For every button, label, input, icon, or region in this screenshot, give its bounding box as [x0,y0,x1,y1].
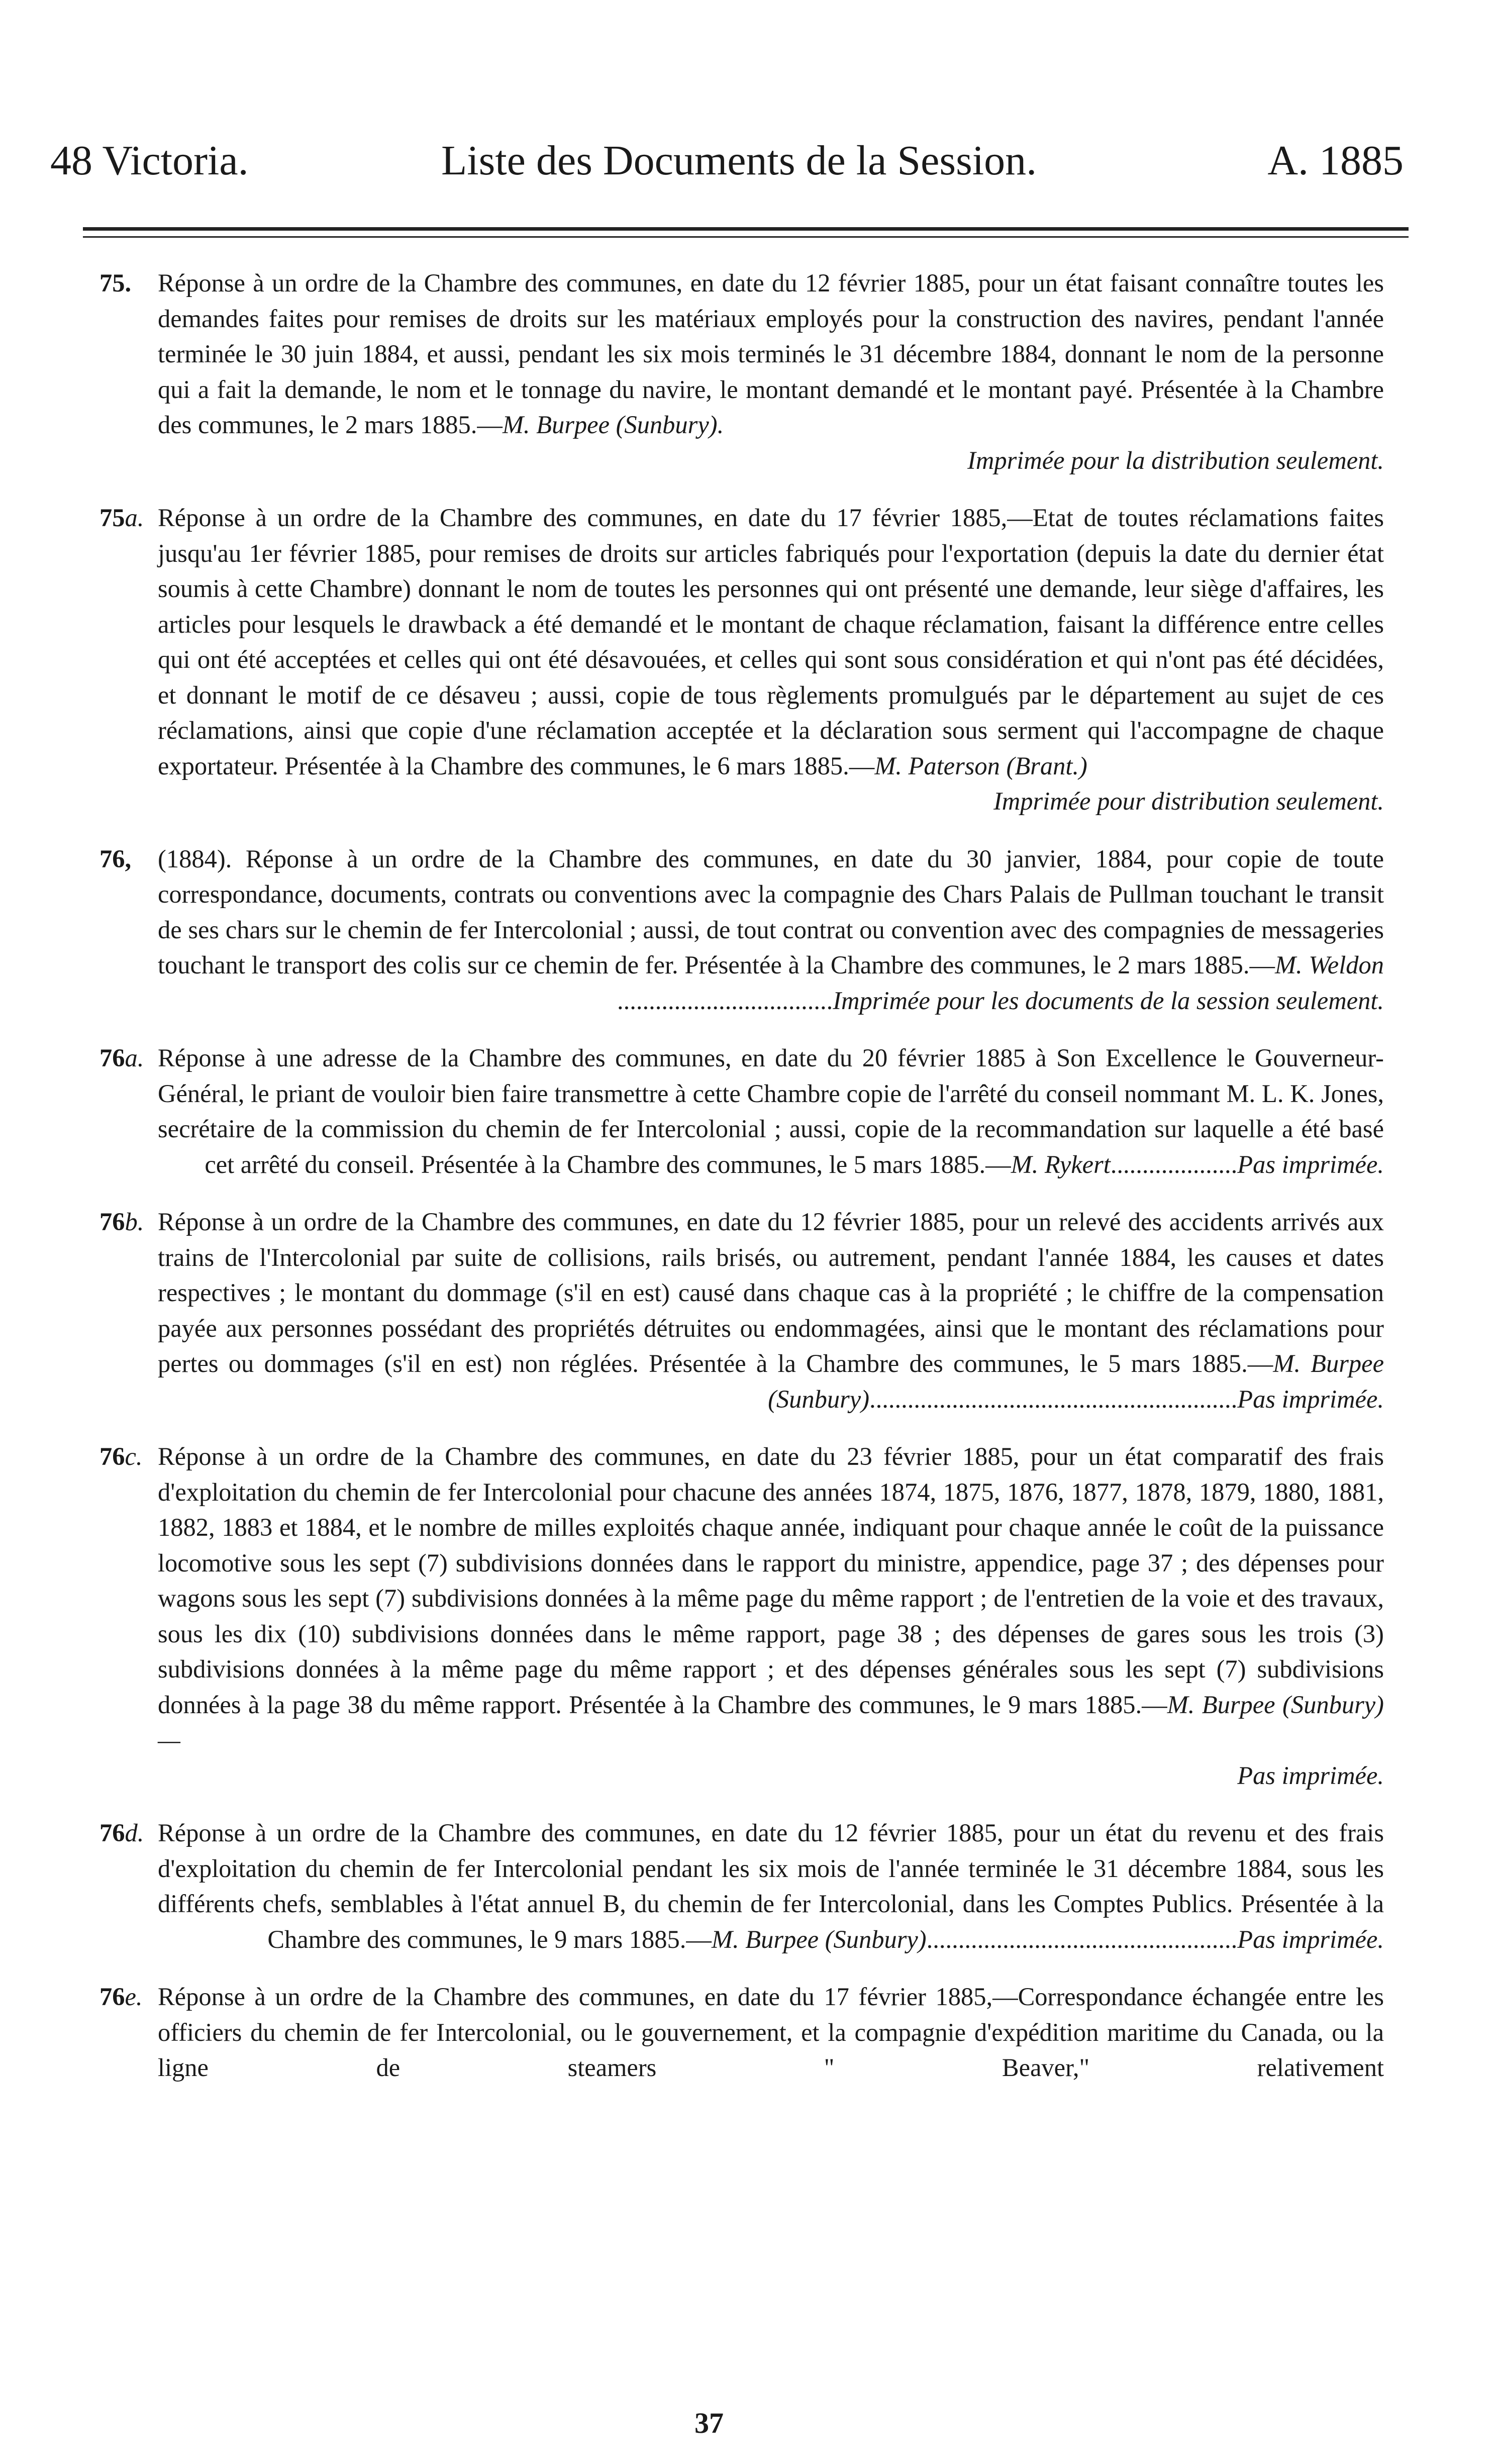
entry-text: Réponse à un ordre de la Chambre des communes, en date du 23 février 1885, pour un état comparatif des frais d'exploitation du chemin de fer Intercolonial pour chacune des années 1874, 1875, 1876, 1877, 1878, 1879, 1880, 1881, 1882, 1883 et 1884, et le nombre de milles exploités chaque année, indiquant pour chaque année le coût de la puissance locomotive sous les sept (7) subdivisions données dans le rapport du ministre, appendice, page 37 ; des dépenses pour wagons sous les sept (7) subdivisions données à la même page du même rapport ; de l'entretien de la voie et des travaux, sous les dix (10) subdivisions données dans le même rapport, page 38 ; des dépenses de gares sous les trois (3) subdivisions données à la même page du même rapport ; et des dépenses générales sous les sept (7) subdivisions données à la page 38 du même rapport. Présentée à la Chambre des communes, le 9 mars 1885.—M. Burpee (Sunbury)— [158,1442,1384,1754]
entry-number: 76c. [99,1442,143,1470]
entry-76a [99,1040,1384,1182]
document-body [99,265,1384,2108]
entry-76b [99,1204,1384,1417]
entry-text: Réponse à un ordre de la Chambre des communes, en date du 12 février 1885, pour un état faisant connaître toutes les demandes faites pour remises de droits sur les matériaux employés pour la construction des navires, pendant l'année terminée le 30 juin 1884, et aussi, pendant les six mois terminés le 31 décembre 1884, donnant le nom de la personne qui a fait la demande, le nom et le tonnage du navire, le montant demandé et le montant payé. Présentée à la Chambre des communes, le 2 mars 1885.—M. Burpee (Sunbury). [158,269,1384,439]
entry-number: 75a. [99,504,144,532]
entry-75 [99,265,1384,478]
header-volume: 48 Victoria. [50,137,249,184]
entry-text: Réponse à un ordre de la Chambre des communes, en date du 17 février 1885,—Etat de toutes réclamations faites jusqu'au 1er février 1885, pour remises de droits sur articles fabriqués pour l'exportation (depuis la date du dernier état soumis à cette Chambre) donnant le nom de toutes les personnes qui ont présenté une demande, leur siège d'affaires, les articles pour lesquels le drawback a été demandé et le montant de chaque réclamation, faisant la différence entre celles qui ont été acceptées et celles qui ont été désavouées, et celles qui sont sous considération et qui n'ont pas été décidées, et donnant le motif de ce désaveu ; aussi, copie de tous règlements promulgués par le département au sujet de ces réclamations, ainsi que copie d'une réclamation acceptée et la déclaration sous serment qui l'accompagne de chaque exportateur. Présentée à la Chambre des communes, le 6 mars 1885.—M. Paterson (Brant.) [158,504,1384,780]
header-title: Liste des Documents de la Session. [441,137,1037,184]
entry-76e [99,1979,1384,2086]
header-rule-thick [83,227,1409,231]
entry-text: (1884). Réponse à un ordre de la Chambre des communes, en date du 30 janvier, 1884, pour copie de toute correspondance, documents, contrats ou conventions avec la compagnie des Chars Palais de Pullman touchant le transit de ses chars sur le chemin de fer Intercolonial ; aussi, de tout contrat ou convention avec des compagnies de messageries touchant le transport des colis sur ce chemin de fer. Présentée à la Chambre des communes, le 2 mars 1885.—M. Weldon ..................................Imprimée pour les documents de la session seulement. [158,844,1384,1015]
entry-76d [99,1815,1384,1957]
header-rule-thin [83,236,1409,238]
entry-number: 75. [99,269,132,297]
page-number: 37 [694,2407,724,2439]
entry-number: 76e. [99,1983,143,2011]
entry-text: Réponse à un ordre de la Chambre des communes, en date du 12 février 1885, pour un état du revenu et des frais d'exploitation du chemin de fer Intercolonial pendant les six mois de l'année terminée le 31 décembre 1884, sous les différents chefs, semblables à l'état annuel B, du chemin de fer Intercolonial, dans les Comptes Publics. Présentée à la Chambre des communes, le 9 mars 1885.—M. Burpee (Sunbury).................................................Pas imprimée. [158,1819,1384,1953]
entry-text: Réponse à une adresse de la Chambre des communes, en date du 20 février 1885 à Son Excellence le Gouverneur-Général, le priant de vouloir bien faire transmettre à cette Chambre copie de l'arrêté du conseil nommant M. L. K. Jones, secrétaire de la commission du chemin de fer Intercolonial ; aussi, copie de la recommandation sur laquelle a été basé cet arrêté du conseil. Présentée à la Chambre des communes, le 5 mars 1885.—M. Rykert....................Pas imprimée. [158,1044,1384,1178]
header-year: A. 1885 [1267,137,1404,184]
entry-text: Réponse à un ordre de la Chambre des communes, en date du 17 février 1885,—Correspondance échangée entre les officiers du chemin de fer Intercolonial, ou le gouvernement, et la compagnie d'expédition maritime du Canada, ou la ligne de steamers " Beaver," relativement [158,1983,1384,2082]
entry-text: Réponse à un ordre de la Chambre des communes, en date du 12 février 1885, pour un relevé des accidents arrivés aux trains de l'Intercolonial par suite de collisions, rails brisés, ou autrement, pendant l'année 1884, les causes et dates respectives ; le montant du dommage (s'il en est) causé dans chaque cas à la propriété ; le chiffre de la compensation payée aux personnes possédant des propriétés détruites ou endommagées, ainsi que le montant des réclamations pour pertes ou dommages (s'il en est) non réglées. Présentée à la Chambre des communes, le 5 mars 1885.—M. Burpee (Sunbury)..........................................................Pas imprimée. [158,1208,1384,1413]
entry-number: 76d. [99,1819,144,1847]
entry-75a [99,500,1384,819]
entry-publication-note: Pas imprimée. [1237,1761,1384,1790]
entry-publication-note: Imprimée pour distribution seulement. [993,787,1384,815]
entry-76c [99,1439,1384,1793]
entry-number: 76a. [99,1044,144,1072]
entry-76-1884 [99,841,1384,1019]
entry-publication-note: Imprimée pour la distribution seulement. [967,446,1384,474]
entry-number: 76b. [99,1208,144,1236]
entry-number: 76, [99,844,132,873]
